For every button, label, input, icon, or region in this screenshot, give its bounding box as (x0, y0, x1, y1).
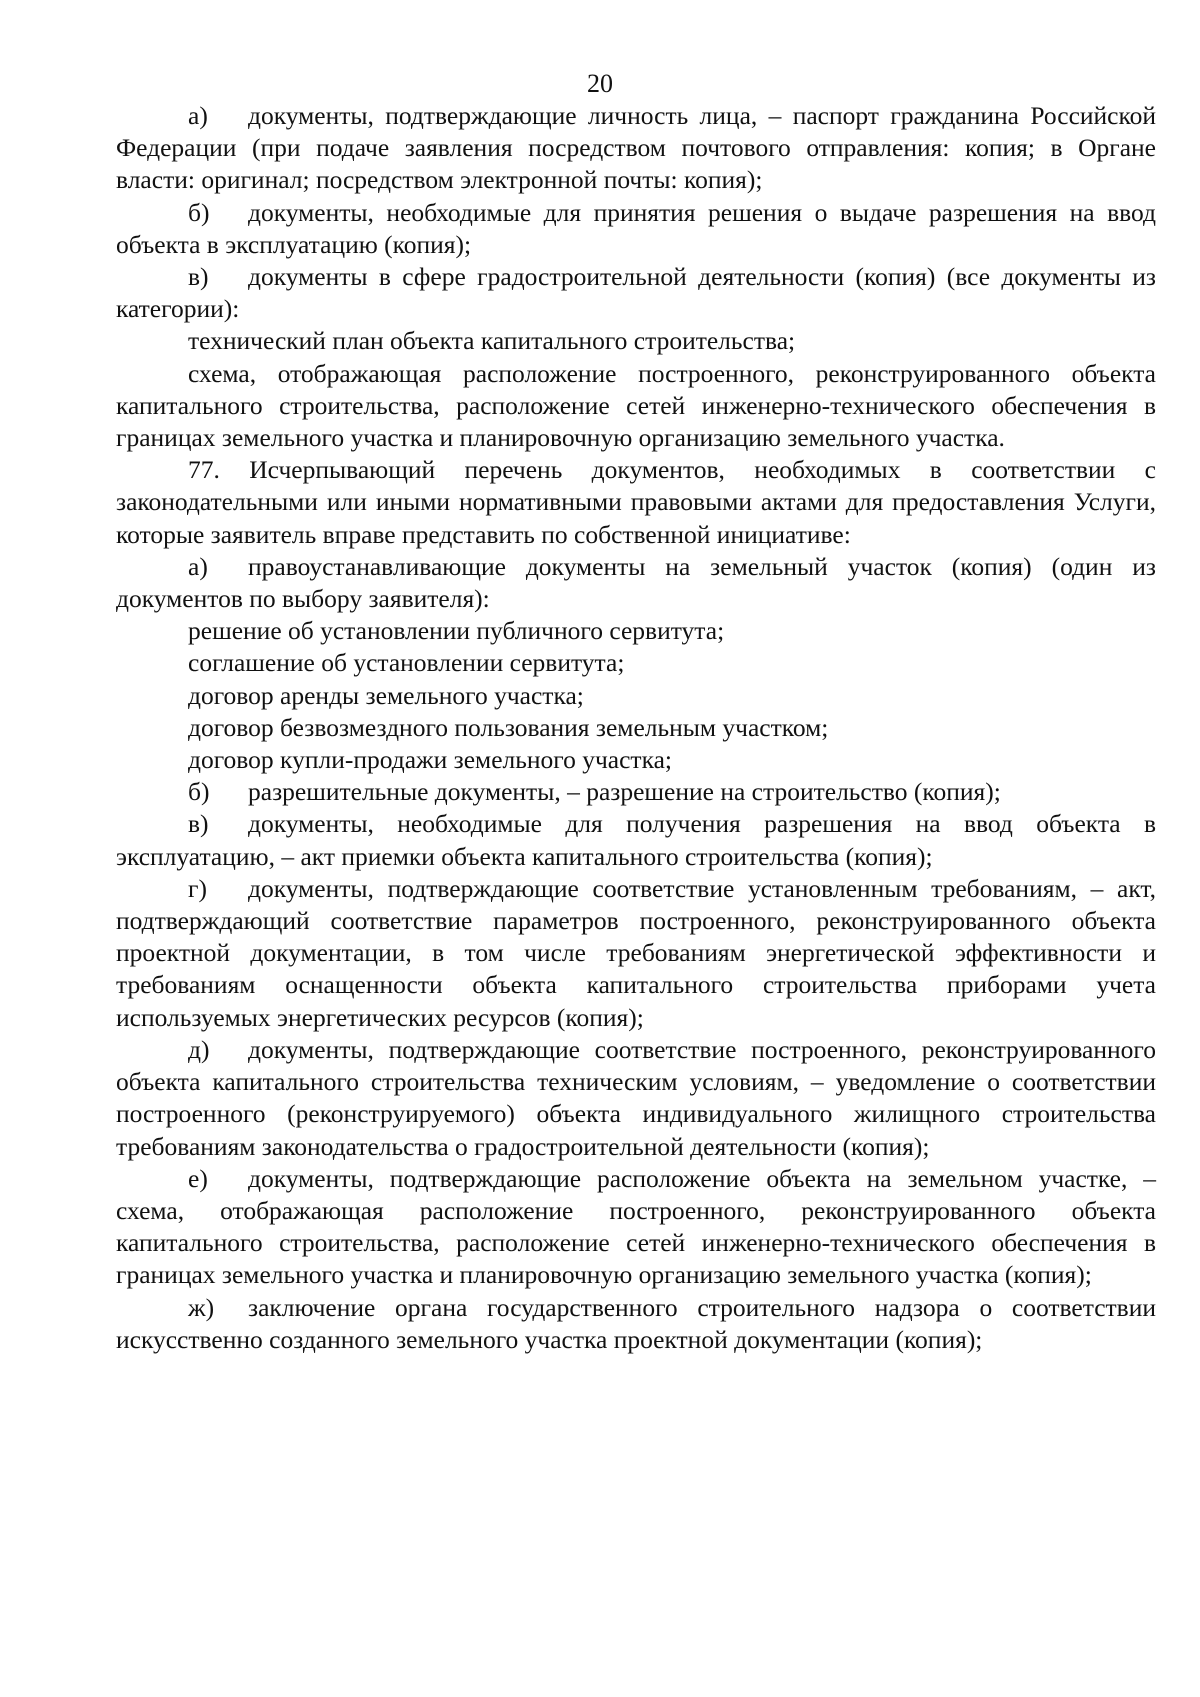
paragraph-item-d (116, 1034, 1156, 1163)
paragraph-sale-agreement (116, 744, 1156, 776)
paragraph-text: договор купли-продажи земельного участка; (188, 745, 672, 775)
paragraph-text: документы, подтверждающие расположение объекта на земельном участке, – схема, отображающая расположение построенного, реконструированного объекта капитального строительства, расположение сетей инженерно-технического обеспечения в границах земельного участка и планировочную организацию земельного участка (копия); (116, 1163, 1156, 1290)
paragraph-item-b-2 (116, 776, 1156, 808)
item-marker: д) (188, 1034, 210, 1064)
item-marker: ж) (188, 1292, 215, 1322)
paragraph-text: документы, подтверждающие соответствие установленным требованиям, – акт, подтверждающий соответствие параметров построенного, реконструированного объекта проектной документации, в том числе требованиям энергетической эффективности и требованиям оснащенности объекта капитального строительства приборами учета используемых энергетических ресурсов (копия); (116, 873, 1156, 1032)
paragraph-free-use-agreement (116, 712, 1156, 744)
item-marker: а) (188, 101, 208, 130)
paragraph-text: правоустанавливающие документы на земельный участок (копия) (один из документов по выбору заявителя): (116, 551, 1156, 614)
paragraph-scheme (116, 358, 1156, 455)
paragraph-text: договор безвозмездного пользования земельным участком; (188, 712, 829, 742)
paragraph-technical-plan (116, 325, 1156, 357)
paragraph-text: схема, отображающая расположение построенного, реконструированного объекта капитального строительства, расположение сетей инженерно-технического обеспечения в границах земельного участка и планировочную организацию земельного участка. (116, 358, 1156, 453)
paragraph-text: документы, подтверждающие личность лица, – паспорт гражданина Российской Федерации (при подаче заявления посредством почтового отправления: копия; в Органе власти: оригинал; посредством электронной почты: копия); (116, 101, 1156, 195)
paragraph-text: 77. Исчерпывающий перечень документов, необходимых в соответствии с законодательными или иными нормативными правовыми актами для предоставления Услуги, которые заявитель вправе представить по собственной инициативе: (116, 455, 1156, 549)
paragraph-text: заключение органа государственного строительного надзора о соответствии искусственно созданного земельного участка проектной документации (копия); (116, 1292, 1156, 1354)
page-number: 20 (587, 69, 613, 98)
paragraph-text: технический план объекта капитального строительства; (188, 326, 796, 356)
paragraph-text: документы в сфере градостроительной деятельности (копия) (все документы из категории): (116, 262, 1156, 324)
paragraph-item-v-2 (116, 808, 1156, 872)
document-body (116, 100, 1156, 1356)
paragraph-text: документы, подтверждающие соответствие построенного, реконструированного объекта капитального строительства техническим условиям, – уведомление о соответствии построенного (реконструируемого) объекта индивидуального жилищного строительства требованиям законодательства о градостроительной деятельности (копия); (116, 1034, 1156, 1161)
paragraph-servitude-agreement (116, 647, 1156, 679)
paragraph-text: разрешительные документы, – разрешение на строительство (копия); (248, 777, 1001, 807)
item-marker: б) (188, 777, 210, 807)
item-marker: а) (188, 551, 208, 581)
item-marker: б) (188, 197, 210, 227)
paragraph-item-zh (116, 1292, 1156, 1356)
item-marker: в) (188, 809, 209, 839)
paragraph-item-a-2 (116, 551, 1156, 615)
paragraph-text: документы, необходимые для получения разрешения на ввод объекта в эксплуатацию, – акт приемки объекта капитального строительства (копия); (116, 809, 1156, 871)
item-marker: г) (188, 873, 207, 903)
paragraph-item-g (116, 873, 1156, 1034)
paragraph-item-e (116, 1163, 1156, 1292)
paragraph-lease-agreement (116, 680, 1156, 712)
paragraph-item-b (116, 197, 1156, 261)
item-marker: в) (188, 262, 209, 292)
item-marker: е) (188, 1163, 208, 1193)
paragraph-item-a (116, 100, 1156, 197)
paragraph-text: документы, необходимые для принятия решения о выдаче разрешения на ввод объекта в эксплуатацию (копия); (116, 197, 1156, 259)
paragraph-section-77 (116, 454, 1156, 551)
paragraph-text: договор аренды земельного участка; (188, 680, 584, 710)
paragraph-text: решение об установлении публичного сервитута; (188, 616, 725, 646)
paragraph-text: соглашение об установлении сервитута; (188, 648, 625, 678)
paragraph-item-v (116, 261, 1156, 325)
paragraph-servitude-decision (116, 615, 1156, 647)
